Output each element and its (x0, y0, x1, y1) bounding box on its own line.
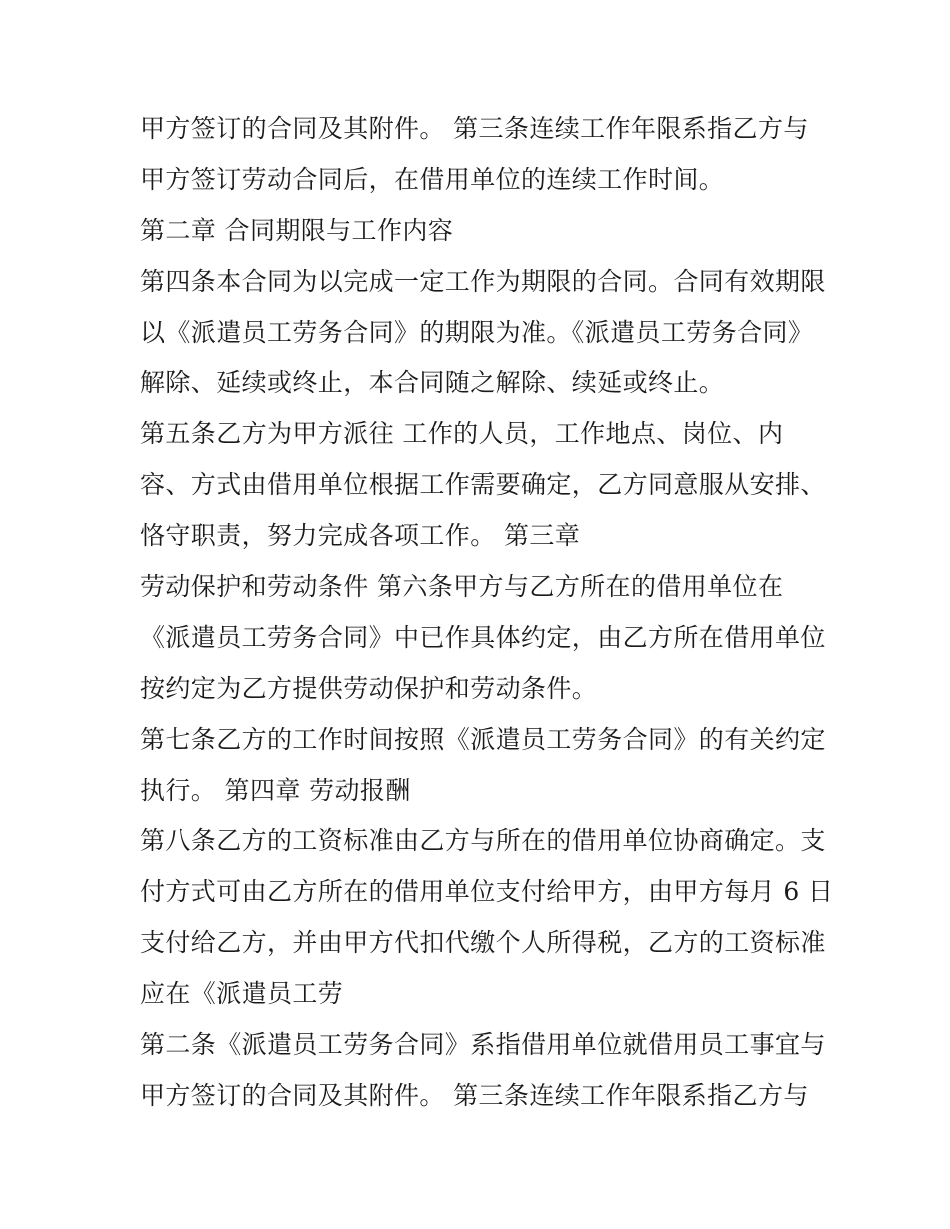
text-line: 支付给乙方，并由甲方代扣代缴个人所得税，乙方的工资标准 (140, 928, 826, 958)
text-line: 甲方签订的合同及其附件。 第三条连续工作年限系指乙方与 (140, 1080, 809, 1110)
text-line: 解除、延续或终止，本合同随之解除、续延或终止。 (140, 368, 725, 398)
text-line: 《派遣员工劳务合同》中已作具体约定，由乙方所在借用单位 (140, 622, 826, 652)
text-line: 甲方签订的合同及其附件。 第三条连续工作年限系指乙方与 (140, 114, 809, 143)
text-line: 第八条乙方的工资标准由乙方与所在的借用单位协商确定。支 (140, 826, 826, 856)
text-line: 按约定为乙方提供劳动保护和劳动条件。 (140, 673, 598, 703)
contract-text-body (140, 104, 834, 1122)
text-line: 恪守职责，努力完成各项工作。 第三章 (140, 521, 581, 551)
text-line: 以《派遣员工劳务合同》的期限为准。《派遣员工劳务合同》 (140, 317, 814, 347)
text-line: 甲方签订劳动合同后，在借用单位的连续工作时间。 (140, 164, 725, 194)
text-line: 劳动保护和劳动条件 第六条甲方与乙方所在的借用单位在 (140, 572, 784, 602)
text-line: 付方式可由乙方所在的借用单位支付给甲方，由甲方每月 6 日 (140, 877, 834, 907)
text-line: 第四条本合同为以完成一定工作为期限的合同。合同有效期限 (140, 266, 826, 296)
text-line: 执行。 第四章 劳动报酬 (140, 775, 411, 805)
chapter-heading: 第二章 合同期限与工作内容 (140, 215, 454, 245)
text-line: 第七条乙方的工作时间按照《派遣员工劳务合同》的有关约定 (140, 724, 826, 754)
text-line: 第五条乙方为甲方派往 工作的人员，工作地点、岗位、内 (140, 419, 784, 449)
text-line: 应在《派遣员工劳 (140, 979, 344, 1009)
text-line: 容、方式由借用单位根据工作需要确定，乙方同意服从安排、 (140, 470, 826, 500)
text-line: 第二条《派遣员工劳务合同》系指借用单位就借用员工事宜与 (140, 1030, 826, 1060)
